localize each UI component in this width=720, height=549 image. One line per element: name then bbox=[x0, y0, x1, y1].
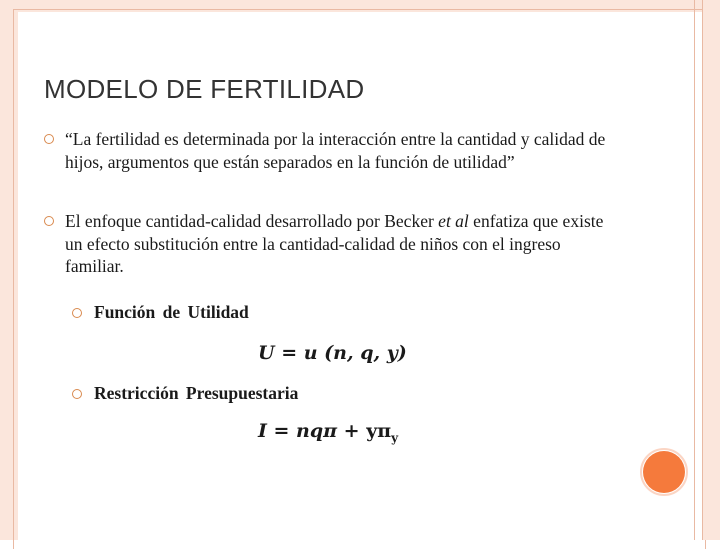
bullet-circle-icon bbox=[72, 308, 82, 318]
bullet-text-part: El enfoque cantidad-calidad desarrollado por Becker bbox=[65, 211, 439, 231]
formula-term: nqπ bbox=[296, 420, 338, 442]
slide-frame-right-line bbox=[694, 0, 695, 540]
bullet-text-part: enfatiza que existe un efecto substitución entre la cantidad-calidad de niños con el ingreso familiar. bbox=[65, 211, 604, 276]
decorative-circle bbox=[643, 451, 685, 493]
formula-lhs: U bbox=[258, 342, 275, 364]
formula-equals: = bbox=[274, 342, 304, 364]
formula-term: yπ bbox=[366, 420, 392, 442]
utility-formula bbox=[258, 342, 407, 364]
formula-lhs: I bbox=[258, 420, 267, 442]
bullet-circle-icon bbox=[72, 389, 82, 399]
formula-function: u bbox=[303, 342, 318, 364]
formula-subscript: y bbox=[391, 431, 399, 445]
slide-frame-right-band bbox=[703, 0, 720, 540]
bullet-text: “La fertilidad es determinada por la interacción entre la cantidad y calidad de hijos, argumentos que están separados en la función de utilidad” bbox=[65, 129, 606, 172]
slide-title: MODELO DE FERTILIDAD bbox=[44, 74, 365, 104]
bullet-circle-icon bbox=[44, 134, 54, 144]
formula-equals: = bbox=[266, 420, 297, 442]
bullet-text bbox=[65, 210, 615, 278]
bullet-circle-icon bbox=[44, 216, 54, 226]
subitem-label: Función de Utilidad bbox=[94, 302, 249, 322]
subitem-label: Restricción Presupuestaria bbox=[94, 383, 299, 403]
bullet-text-italic: et al bbox=[438, 211, 469, 231]
budget-formula bbox=[258, 420, 398, 445]
formula-args: (n, q, y) bbox=[317, 342, 407, 364]
formula-plus: + bbox=[337, 420, 367, 442]
